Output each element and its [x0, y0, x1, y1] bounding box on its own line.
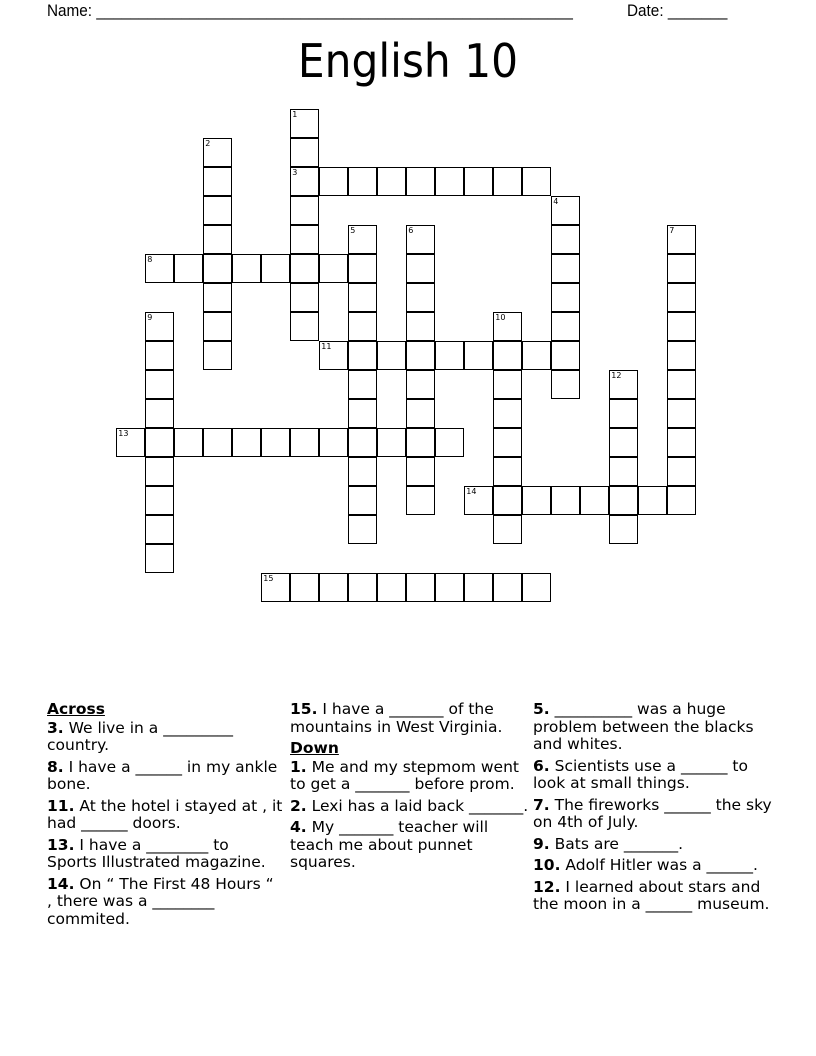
grid-cell[interactable] — [493, 486, 522, 515]
grid-cell[interactable] — [145, 544, 174, 573]
grid-cell[interactable] — [667, 399, 696, 428]
grid-cell[interactable] — [203, 341, 232, 370]
cell-number: 4 — [553, 197, 559, 207]
across-heading: Across — [47, 700, 105, 718]
grid-cell[interactable] — [551, 225, 580, 254]
grid-cell[interactable] — [551, 486, 580, 515]
grid-cell[interactable] — [203, 283, 232, 312]
clue-number: 3. — [47, 718, 64, 737]
grid-cell[interactable] — [435, 341, 464, 370]
clue-down-12 — [533, 879, 778, 914]
grid-cell[interactable] — [145, 428, 174, 457]
grid-cell[interactable] — [203, 167, 232, 196]
grid-cell[interactable] — [319, 341, 348, 370]
clue-number: 2. — [290, 796, 307, 815]
clue-text: On “ The First 48 Hours “ , there was a ________ commited. — [47, 874, 274, 928]
clue-number: 13. — [47, 835, 75, 854]
grid-cell[interactable] — [406, 370, 435, 399]
clue-number: 5. — [533, 700, 550, 718]
cell-number: 12 — [611, 371, 622, 381]
grid-cell[interactable] — [348, 254, 377, 283]
grid-cell[interactable] — [406, 341, 435, 370]
cell-number: 11 — [321, 342, 332, 352]
clue-text: __________ was a huge problem between the blacks and whites. — [533, 700, 754, 753]
grid-cell[interactable] — [493, 341, 522, 370]
clue-number: 11. — [47, 796, 75, 815]
clue-number: 6. — [533, 756, 550, 775]
grid-cell[interactable] — [348, 399, 377, 428]
cell-number: 1 — [292, 110, 298, 120]
grid-cell[interactable] — [609, 515, 638, 544]
clue-down-4 — [290, 819, 530, 872]
grid-cell[interactable] — [638, 486, 667, 515]
grid-cell[interactable] — [348, 283, 377, 312]
grid-cell[interactable] — [406, 399, 435, 428]
clue-number: 4. — [290, 818, 307, 836]
grid-cell[interactable] — [348, 370, 377, 399]
clue-text: I have a ________ to Sports Illustrated magazine. — [47, 835, 266, 871]
cell-number: 2 — [205, 139, 211, 149]
grid-cell[interactable] — [319, 573, 348, 602]
clue-text: At the hotel i stayed at , it had ______ doors. — [47, 796, 283, 832]
grid-cell[interactable] — [493, 573, 522, 602]
grid-cell[interactable] — [493, 399, 522, 428]
clue-across-11 — [47, 798, 283, 833]
clue-down-2 — [290, 798, 530, 816]
grid-cell[interactable] — [174, 428, 203, 457]
grid-cell[interactable] — [348, 457, 377, 486]
grid-cell[interactable] — [464, 167, 493, 196]
grid-cell[interactable] — [145, 254, 174, 283]
grid-cell[interactable] — [406, 428, 435, 457]
grid-cell[interactable] — [406, 254, 435, 283]
grid-cell[interactable] — [667, 370, 696, 399]
cell-number: 10 — [495, 313, 506, 323]
grid-cell[interactable] — [435, 167, 464, 196]
clue-across-14 — [47, 876, 283, 929]
grid-cell[interactable] — [203, 428, 232, 457]
grid-cell[interactable] — [174, 254, 203, 283]
grid-cell[interactable] — [348, 428, 377, 457]
grid-cell[interactable] — [464, 573, 493, 602]
date-field-label: Date: _______ — [627, 1, 728, 20]
grid-cell[interactable] — [551, 254, 580, 283]
name-field-label: Name: ________________________________________________________ — [47, 1, 573, 20]
grid-cell[interactable] — [609, 370, 638, 399]
grid-cell[interactable] — [290, 167, 319, 196]
clue-text: Scientists use a ______ to look at small things. — [533, 756, 748, 792]
grid-cell[interactable] — [609, 486, 638, 515]
grid-cell[interactable] — [464, 341, 493, 370]
grid-cell[interactable] — [319, 254, 348, 283]
clue-number: 15. — [290, 700, 318, 718]
clue-text: Me and my stepmom went to get a _______ before prom. — [290, 757, 519, 793]
clue-across-15 — [290, 701, 530, 736]
grid-cell[interactable] — [551, 283, 580, 312]
grid-cell[interactable] — [377, 428, 406, 457]
grid-cell[interactable] — [667, 312, 696, 341]
grid-cell[interactable] — [377, 167, 406, 196]
cell-number: 8 — [147, 255, 153, 265]
clue-text: We live in a _________ country. — [47, 718, 233, 754]
grid-cell[interactable] — [406, 573, 435, 602]
grid-cell[interactable] — [435, 573, 464, 602]
clue-down-6 — [533, 758, 778, 793]
grid-cell[interactable] — [348, 167, 377, 196]
grid-cell[interactable] — [667, 225, 696, 254]
grid-cell[interactable] — [493, 370, 522, 399]
grid-cell[interactable] — [145, 312, 174, 341]
clue-number: 7. — [533, 795, 550, 814]
grid-cell[interactable] — [551, 312, 580, 341]
cell-number: 3 — [292, 168, 298, 178]
grid-cell[interactable] — [493, 428, 522, 457]
cell-number: 14 — [466, 487, 477, 497]
clues-column-2 — [290, 701, 530, 876]
grid-cell[interactable] — [551, 370, 580, 399]
grid-cell[interactable] — [290, 573, 319, 602]
grid-cell[interactable] — [667, 486, 696, 515]
clue-down-1 — [290, 759, 530, 794]
grid-cell[interactable] — [551, 196, 580, 225]
grid-cell[interactable] — [290, 254, 319, 283]
clue-down-7 — [533, 797, 778, 832]
cell-number: 9 — [147, 313, 153, 323]
cell-number: 15 — [263, 574, 274, 584]
clue-number: 12. — [533, 877, 561, 896]
cell-number: 5 — [350, 226, 356, 236]
grid-cell[interactable] — [348, 573, 377, 602]
grid-cell[interactable] — [319, 167, 348, 196]
grid-cell[interactable] — [580, 486, 609, 515]
clue-text: I have a _______ of the mountains in West Virginia. — [290, 700, 503, 736]
grid-cell[interactable] — [290, 428, 319, 457]
grid-cell[interactable] — [290, 283, 319, 312]
clue-number: 8. — [47, 757, 64, 776]
grid-cell[interactable] — [406, 167, 435, 196]
cell-number: 6 — [408, 226, 414, 236]
grid-cell[interactable] — [406, 312, 435, 341]
grid-cell[interactable] — [319, 428, 348, 457]
clue-across-3 — [47, 720, 283, 755]
grid-cell[interactable] — [667, 428, 696, 457]
grid-cell[interactable] — [667, 341, 696, 370]
grid-cell[interactable] — [290, 109, 319, 138]
clue-number: 14. — [47, 874, 75, 893]
clue-text: Bats are _______. — [549, 834, 683, 853]
grid-cell[interactable] — [348, 341, 377, 370]
grid-cell[interactable] — [145, 341, 174, 370]
clue-text: Lexi has a laid back _______. — [306, 796, 529, 815]
grid-cell[interactable] — [348, 225, 377, 254]
grid-cell[interactable] — [551, 341, 580, 370]
clue-number: 1. — [290, 757, 307, 776]
grid-cell[interactable] — [522, 486, 551, 515]
grid-cell[interactable] — [493, 515, 522, 544]
grid-cell[interactable] — [406, 486, 435, 515]
grid-cell[interactable] — [493, 312, 522, 341]
grid-cell[interactable] — [377, 341, 406, 370]
grid-cell[interactable] — [406, 283, 435, 312]
cell-number: 13 — [118, 429, 129, 439]
clue-text: My _______ teacher will teach me about punnet squares. — [290, 818, 489, 871]
clue-text: I learned about stars and the moon in a ______ museum. — [533, 877, 770, 913]
grid-cell[interactable] — [290, 196, 319, 225]
grid-cell[interactable] — [116, 428, 145, 457]
grid-cell[interactable] — [232, 428, 261, 457]
grid-cell[interactable] — [406, 457, 435, 486]
clue-down-9 — [533, 836, 778, 854]
grid-cell[interactable] — [435, 428, 464, 457]
grid-cell[interactable] — [203, 138, 232, 167]
grid-cell[interactable] — [145, 457, 174, 486]
clue-number: 9. — [533, 834, 550, 853]
clues-column-3 — [533, 701, 778, 918]
clue-across-13 — [47, 837, 283, 872]
grid-cell[interactable] — [232, 254, 261, 283]
clues-column-1 — [47, 701, 283, 932]
grid-cell[interactable] — [609, 457, 638, 486]
page-title: English 10 — [297, 34, 519, 88]
clue-text: I have a ______ in my ankle bone. — [47, 757, 278, 793]
grid-cell[interactable] — [464, 486, 493, 515]
clue-down-5 — [533, 701, 778, 754]
grid-cell[interactable] — [377, 573, 406, 602]
cell-number: 7 — [669, 226, 675, 236]
grid-cell[interactable] — [290, 312, 319, 341]
grid-cell[interactable] — [290, 225, 319, 254]
grid-cell[interactable] — [667, 457, 696, 486]
grid-cell[interactable] — [522, 167, 551, 196]
grid-cell[interactable] — [261, 254, 290, 283]
down-heading: Down — [290, 739, 339, 757]
grid-cell[interactable] — [290, 138, 319, 167]
grid-cell[interactable] — [348, 312, 377, 341]
grid-cell[interactable] — [203, 196, 232, 225]
grid-cell[interactable] — [203, 312, 232, 341]
grid-cell[interactable] — [609, 428, 638, 457]
clue-text: Adolf Hitler was a ______. — [560, 856, 758, 874]
grid-cell[interactable] — [348, 486, 377, 515]
clue-down-10 — [533, 857, 778, 875]
grid-cell[interactable] — [522, 573, 551, 602]
clue-text: The fireworks ______ the sky on 4th of July. — [533, 795, 772, 831]
grid-cell[interactable] — [203, 225, 232, 254]
grid-cell[interactable] — [348, 515, 377, 544]
grid-cell[interactable] — [203, 254, 232, 283]
grid-cell[interactable] — [145, 399, 174, 428]
grid-cell[interactable] — [522, 341, 551, 370]
grid-cell[interactable] — [493, 167, 522, 196]
grid-cell[interactable] — [145, 370, 174, 399]
clue-across-8 — [47, 759, 283, 794]
clue-number: 10. — [533, 856, 561, 874]
grid-cell[interactable] — [145, 515, 174, 544]
grid-cell[interactable] — [261, 428, 290, 457]
grid-cell[interactable] — [493, 457, 522, 486]
grid-cell[interactable] — [406, 225, 435, 254]
grid-cell[interactable] — [609, 399, 638, 428]
grid-cell[interactable] — [667, 254, 696, 283]
grid-cell[interactable] — [145, 486, 174, 515]
grid-cell[interactable] — [261, 573, 290, 602]
grid-cell[interactable] — [667, 283, 696, 312]
